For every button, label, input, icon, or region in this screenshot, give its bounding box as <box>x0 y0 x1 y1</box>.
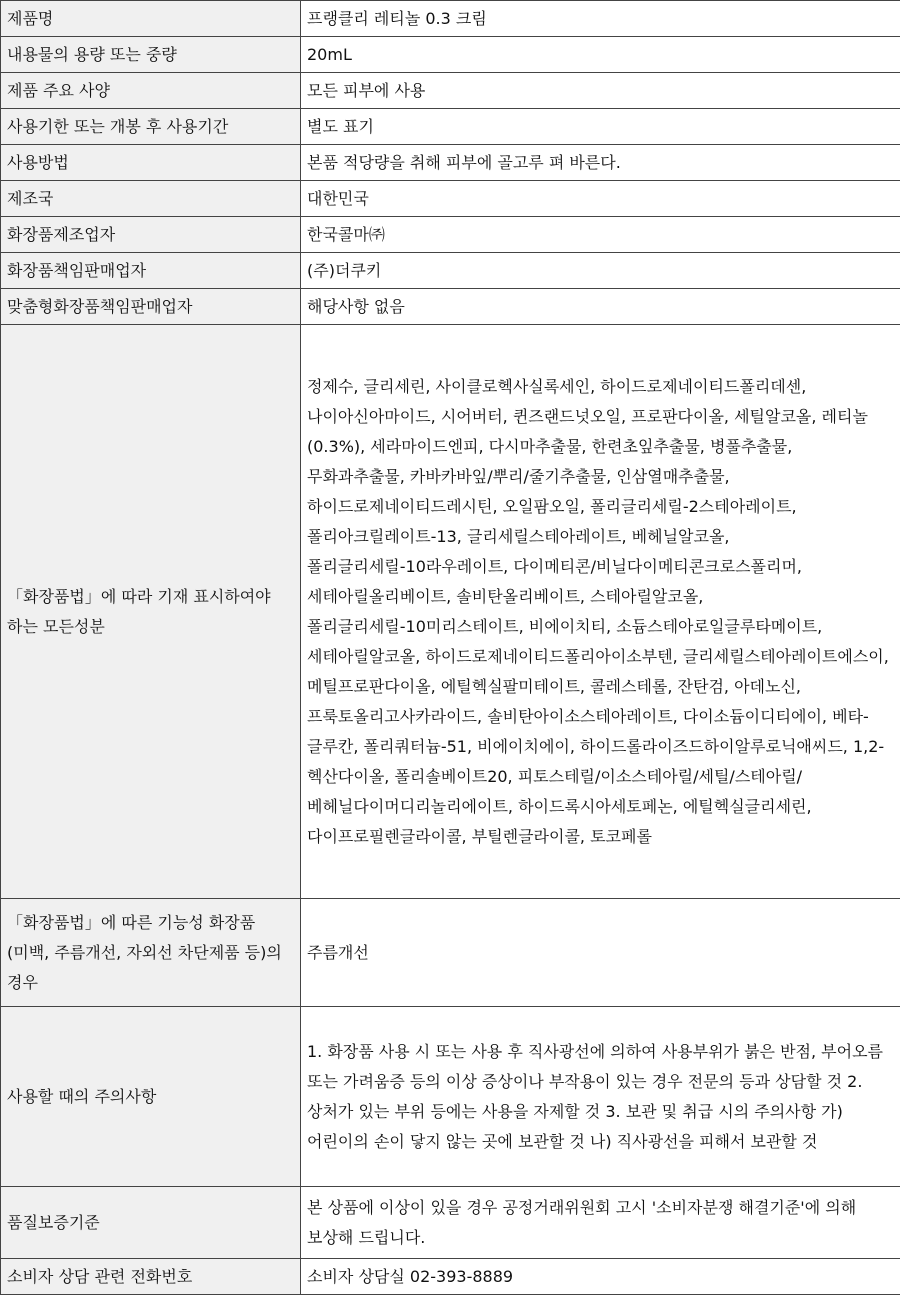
row-value: 프랭클리 레티놀 0.3 크림 <box>301 1 900 37</box>
row-value: 소비자 상담실 02-393-8889 <box>301 1259 900 1295</box>
row-label: 제품 주요 사양 <box>1 73 301 109</box>
row-label: 화장품책임판매업자 <box>1 253 301 289</box>
table-row-capacity <box>1 37 900 73</box>
table-row-quality <box>1 1187 900 1259</box>
row-label: 제조국 <box>1 181 301 217</box>
table-row-expiry <box>1 109 900 145</box>
table-row-seller <box>1 253 900 289</box>
table-row-main-spec <box>1 73 900 109</box>
row-label: 맞춤형화장품책임판매업자 <box>1 289 301 325</box>
row-value: 주름개선 <box>301 899 900 1007</box>
table-row-product-name <box>1 1 900 37</box>
table-row-usage <box>1 145 900 181</box>
row-value: 대한민국 <box>301 181 900 217</box>
table-row-precautions <box>1 1007 900 1187</box>
row-label: 소비자 상담 관련 전화번호 <box>1 1259 301 1295</box>
row-value: 본 상품에 이상이 있을 경우 공정거래위원회 고시 '소비자분쟁 해결기준'에 의해 보상해 드립니다. <box>301 1187 900 1259</box>
row-value: 해당사항 없음 <box>301 289 900 325</box>
row-label: 「화장품법」에 따라 기재 표시하여야 하는 모든성분 <box>1 325 301 899</box>
row-value: 별도 표기 <box>301 109 900 145</box>
row-value: 20mL <box>301 37 900 73</box>
row-value: 본품 적당량을 취해 피부에 골고루 펴 바른다. <box>301 145 900 181</box>
row-label: 「화장품법」에 따른 기능성 화장품(미백, 주름개선, 자외선 차단제품 등)의 경우 <box>1 899 301 1007</box>
row-label: 사용기한 또는 개봉 후 사용기간 <box>1 109 301 145</box>
row-value: 정제수, 글리세린, 사이클로헥사실록세인, 하이드로제네이티드폴리데센, 나이아신아마이드, 시어버터, 퀸즈랜드넛오일, 프로판다이올, 세틸알코올, 레티놀(0.3%), 세라마이드엔피, 다시마추출물, 한련초잎추출물, 병풀추출물, 무화과추출물, 카바카바잎/뿌리/줄기추출물, 인삼열매추출물, 하이드로제네이티드레시틴, 오일팜오일, 폴리글리세릴-2스테아레이트, 폴리아크릴레이트-13, 글리세릴스테아레이트, 베헤닐알코올, 폴리글리세릴-10라우레이트, 다이메티콘/비닐다이메티콘크로스폴리머, 세테아릴올리베이트, 솔비탄올리베이트, 스테아릴알코올, 폴리글리세릴-10미리스테이트, 비에이치티, 소듐스테아로일글루타메이트, 세테아릴알코올, 하이드로제네이티드폴리아이소부텐, 글리세릴스테아레이트에스이, 메틸프로판다이올, 에틸헥실팔미테이트, 콜레스테롤, 잔탄검, 아데노신, 프룩토올리고사카라이드, 솔비탄아이소스테아레이트, 다이소듐이디티에이, 베타-글루칸, 폴리쿼터늄-51, 비에이치에이, 하이드롤라이즈드하이알루로닉애씨드, 1,2-헥산다이올, 폴리솔베이트20, 피토스테릴/이소스테아릴/세틸/스테아릴/베헤닐다이머디리놀리에이트, 하이드록시아세토페논, 에틸헥실글리세린, 다이프로필렌글라이콜, 부틸렌글라이콜, 토코페롤 <box>301 325 900 899</box>
row-label: 내용물의 용량 또는 중량 <box>1 37 301 73</box>
row-value: 모든 피부에 사용 <box>301 73 900 109</box>
table-row-country <box>1 181 900 217</box>
row-label: 사용할 때의 주의사항 <box>1 1007 301 1187</box>
row-value: (주)더쿠키 <box>301 253 900 289</box>
row-label: 사용방법 <box>1 145 301 181</box>
table-row-manufacturer <box>1 217 900 253</box>
table-row-functional <box>1 899 900 1007</box>
row-label: 제품명 <box>1 1 301 37</box>
row-label: 품질보증기준 <box>1 1187 301 1259</box>
table-row-ingredients <box>1 325 900 899</box>
table-row-custom-seller <box>1 289 900 325</box>
row-value: 한국콜마㈜ <box>301 217 900 253</box>
row-value: 1. 화장품 사용 시 또는 사용 후 직사광선에 의하여 사용부위가 붉은 반점, 부어오름 또는 가려움증 등의 이상 증상이나 부작용이 있는 경우 전문의 등과 상담할 것 2. 상처가 있는 부위 등에는 사용을 자제할 것 3. 보관 및 취급 시의 주의사항 가) 어린이의 손이 닿지 않는 곳에 보관할 것 나) 직사광선을 피해서 보관할 것 <box>301 1007 900 1187</box>
table-row-phone <box>1 1259 900 1295</box>
row-label: 화장품제조업자 <box>1 217 301 253</box>
